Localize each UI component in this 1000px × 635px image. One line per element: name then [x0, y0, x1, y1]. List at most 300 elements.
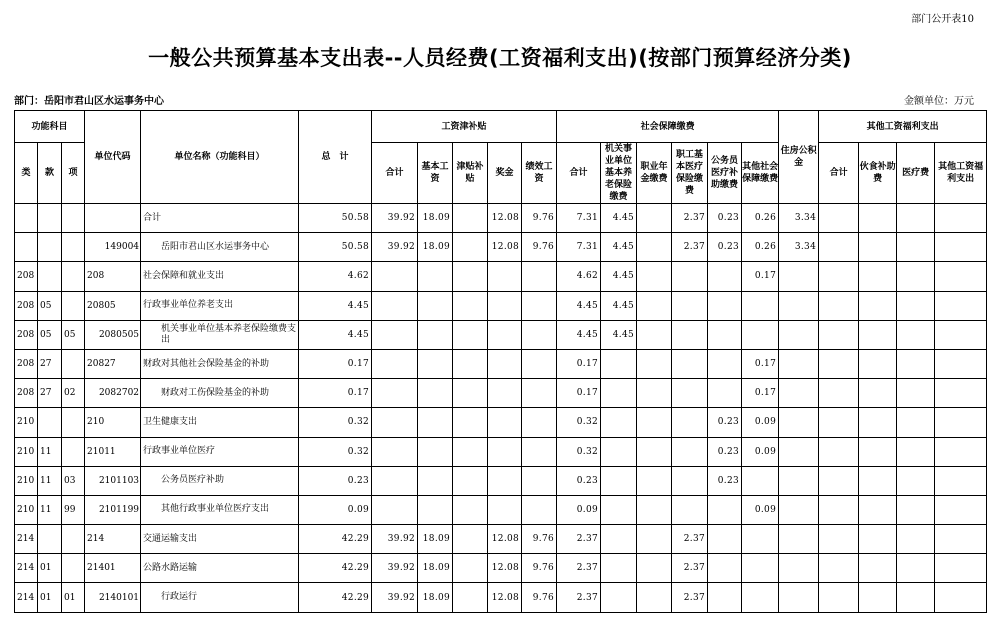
cell-kuan: 11	[38, 437, 62, 466]
cell-other-welfare	[935, 525, 987, 554]
cell-other-welfare	[935, 291, 987, 320]
cell-xiang	[62, 554, 85, 583]
table-row	[15, 349, 987, 378]
table-row	[15, 408, 987, 437]
form-number: 部门公开表10	[911, 14, 974, 25]
cell-total: 4.45	[299, 320, 372, 349]
cell-bonus	[488, 349, 522, 378]
cell-allowance	[453, 495, 488, 524]
header-occupational: 职业年金缴费	[637, 143, 672, 204]
cell-other-social	[742, 291, 779, 320]
cell-perf-wage	[522, 379, 557, 408]
cell-unit-code	[85, 204, 141, 233]
header-other-welfare: 其他工资福利支出	[935, 143, 987, 204]
cell-lei: 210	[15, 495, 38, 524]
cell-social-sum: 0.32	[557, 437, 601, 466]
cell-meal	[859, 408, 897, 437]
cell-housing: 3.34	[779, 204, 819, 233]
cell-other-welfare	[935, 495, 987, 524]
page-title: 一般公共预算基本支出表--人员经费(工资福利支出)(按部门预算经济分类)	[148, 46, 852, 70]
cell-medical: 2.37	[672, 583, 708, 612]
cell-pension	[601, 379, 637, 408]
cell-wage-sum	[372, 320, 418, 349]
cell-unit-code: 21401	[85, 554, 141, 583]
cell-unit-code: 2101199	[85, 495, 141, 524]
header-medical-fee: 医疗费	[897, 143, 935, 204]
cell-other-social: 0.26	[742, 204, 779, 233]
cell-occupational	[637, 408, 672, 437]
department-label: 部门：岳阳市君山区水运事务中心	[14, 96, 164, 107]
cell-unit-name: 其他行政事业单位医疗支出	[141, 495, 299, 524]
cell-medical-fee	[897, 204, 935, 233]
cell-other-social: 0.09	[742, 408, 779, 437]
cell-unit-code: 208	[85, 262, 141, 291]
cell-xiang: 02	[62, 379, 85, 408]
header-medical: 职工基本医疗保险缴费	[672, 143, 708, 204]
cell-kuan: 27	[38, 379, 62, 408]
header-allowance: 津贴补贴	[453, 143, 488, 204]
cell-kuan: 27	[38, 349, 62, 378]
cell-basic-wage	[418, 349, 453, 378]
table-row	[15, 379, 987, 408]
cell-occupational	[637, 233, 672, 262]
cell-bonus	[488, 379, 522, 408]
cell-xiang	[62, 233, 85, 262]
cell-xiang: 01	[62, 583, 85, 612]
cell-housing	[779, 320, 819, 349]
cell-meal	[859, 233, 897, 262]
cell-xiang	[62, 291, 85, 320]
cell-total: 42.29	[299, 583, 372, 612]
table-row	[15, 262, 987, 291]
cell-other-sum	[819, 495, 859, 524]
cell-unit-name: 财政对工伤保险基金的补助	[141, 379, 299, 408]
cell-lei: 208	[15, 262, 38, 291]
cell-pension: 4.45	[601, 320, 637, 349]
cell-other-sum	[819, 408, 859, 437]
cell-other-sum	[819, 525, 859, 554]
cell-bonus	[488, 291, 522, 320]
cell-other-welfare	[935, 262, 987, 291]
cell-unit-name: 公路水路运输	[141, 554, 299, 583]
cell-xiang	[62, 437, 85, 466]
unit-label: 金额单位：万元	[904, 96, 974, 107]
header-housing: 住房公积金	[779, 111, 819, 204]
cell-allowance	[453, 466, 488, 495]
cell-social-sum: 7.31	[557, 233, 601, 262]
cell-unit-name: 合计	[141, 204, 299, 233]
cell-housing: 3.34	[779, 233, 819, 262]
cell-social-sum: 0.32	[557, 408, 601, 437]
header-social-group: 社会保障缴费	[557, 111, 779, 143]
cell-social-sum: 4.62	[557, 262, 601, 291]
cell-housing	[779, 583, 819, 612]
cell-total: 0.09	[299, 495, 372, 524]
cell-other-welfare	[935, 437, 987, 466]
cell-unit-name: 行政事业单位养老支出	[141, 291, 299, 320]
cell-bonus	[488, 320, 522, 349]
cell-basic-wage	[418, 291, 453, 320]
cell-medical-fee	[897, 349, 935, 378]
cell-unit-name: 行政运行	[141, 583, 299, 612]
cell-unit-code: 149004	[85, 233, 141, 262]
cell-medical: 2.37	[672, 204, 708, 233]
cell-xiang: 99	[62, 495, 85, 524]
cell-basic-wage	[418, 320, 453, 349]
cell-meal	[859, 554, 897, 583]
cell-housing	[779, 495, 819, 524]
cell-meal	[859, 349, 897, 378]
cell-civil-medical	[708, 320, 742, 349]
cell-medical-fee	[897, 408, 935, 437]
cell-allowance	[453, 262, 488, 291]
cell-occupational	[637, 262, 672, 291]
cell-other-social: 0.17	[742, 349, 779, 378]
cell-bonus	[488, 466, 522, 495]
cell-civil-medical	[708, 379, 742, 408]
cell-wage-sum	[372, 408, 418, 437]
cell-total: 0.17	[299, 379, 372, 408]
cell-other-welfare	[935, 408, 987, 437]
cell-meal	[859, 437, 897, 466]
cell-xiang	[62, 408, 85, 437]
cell-kuan: 11	[38, 495, 62, 524]
table-row	[15, 495, 987, 524]
cell-civil-medical: 0.23	[708, 466, 742, 495]
cell-other-sum	[819, 379, 859, 408]
cell-bonus	[488, 495, 522, 524]
cell-wage-sum: 39.92	[372, 525, 418, 554]
cell-other-social	[742, 320, 779, 349]
cell-bonus	[488, 262, 522, 291]
cell-wage-sum	[372, 291, 418, 320]
cell-xiang	[62, 525, 85, 554]
cell-unit-name: 机关事业单位基本养老保险缴费支出	[141, 320, 299, 349]
cell-pension: 4.45	[601, 233, 637, 262]
cell-other-sum	[819, 583, 859, 612]
cell-kuan: 01	[38, 583, 62, 612]
cell-medical-fee	[897, 262, 935, 291]
table-row	[15, 583, 987, 612]
cell-perf-wage	[522, 437, 557, 466]
header-social-sum: 合计	[557, 143, 601, 204]
cell-perf-wage	[522, 262, 557, 291]
cell-unit-name: 卫生健康支出	[141, 408, 299, 437]
cell-lei: 208	[15, 320, 38, 349]
cell-civil-medical: 0.23	[708, 437, 742, 466]
cell-kuan	[38, 262, 62, 291]
cell-meal	[859, 262, 897, 291]
header-meal: 伙食补助费	[859, 143, 897, 204]
cell-kuan	[38, 525, 62, 554]
cell-total: 0.32	[299, 437, 372, 466]
cell-total: 42.29	[299, 554, 372, 583]
cell-unit-code: 21011	[85, 437, 141, 466]
cell-pension: 4.45	[601, 262, 637, 291]
cell-occupational	[637, 349, 672, 378]
cell-medical	[672, 437, 708, 466]
cell-xiang	[62, 349, 85, 378]
cell-allowance	[453, 320, 488, 349]
cell-medical	[672, 466, 708, 495]
cell-civil-medical: 0.23	[708, 233, 742, 262]
cell-pension	[601, 437, 637, 466]
cell-social-sum: 0.09	[557, 495, 601, 524]
cell-other-sum	[819, 233, 859, 262]
cell-perf-wage: 9.76	[522, 554, 557, 583]
cell-pension	[601, 466, 637, 495]
header-basic-wage: 基本工资	[418, 143, 453, 204]
cell-wage-sum: 39.92	[372, 554, 418, 583]
cell-bonus: 12.08	[488, 583, 522, 612]
header-wage-sum: 合计	[372, 143, 418, 204]
cell-kuan: 05	[38, 320, 62, 349]
cell-medical	[672, 349, 708, 378]
cell-unit-code: 20827	[85, 349, 141, 378]
cell-other-social	[742, 525, 779, 554]
cell-lei: 214	[15, 525, 38, 554]
cell-other-sum	[819, 262, 859, 291]
cell-allowance	[453, 583, 488, 612]
cell-basic-wage: 18.09	[418, 233, 453, 262]
cell-total: 0.17	[299, 349, 372, 378]
header-bonus: 奖金	[488, 143, 522, 204]
cell-housing	[779, 291, 819, 320]
cell-total: 0.32	[299, 408, 372, 437]
cell-civil-medical	[708, 349, 742, 378]
cell-unit-name: 行政事业单位医疗	[141, 437, 299, 466]
cell-perf-wage	[522, 291, 557, 320]
cell-lei: 210	[15, 408, 38, 437]
cell-meal	[859, 583, 897, 612]
cell-other-welfare	[935, 349, 987, 378]
cell-lei: 210	[15, 437, 38, 466]
header-pension: 机关事业单位基本养老保险缴费	[601, 143, 637, 204]
header-wage-group: 工资津补贴	[372, 111, 557, 143]
cell-wage-sum: 39.92	[372, 233, 418, 262]
cell-kuan: 05	[38, 291, 62, 320]
header-unit-name: 单位名称（功能科目）	[141, 111, 299, 204]
cell-bonus	[488, 437, 522, 466]
cell-wage-sum: 39.92	[372, 583, 418, 612]
cell-xiang: 05	[62, 320, 85, 349]
cell-kuan	[38, 408, 62, 437]
cell-perf-wage: 9.76	[522, 233, 557, 262]
cell-wage-sum	[372, 262, 418, 291]
cell-meal	[859, 525, 897, 554]
cell-other-sum	[819, 554, 859, 583]
cell-xiang	[62, 262, 85, 291]
cell-bonus: 12.08	[488, 204, 522, 233]
budget-table	[14, 110, 987, 613]
cell-occupational	[637, 291, 672, 320]
cell-unit-code: 20805	[85, 291, 141, 320]
cell-unit-code: 2082702	[85, 379, 141, 408]
cell-perf-wage	[522, 320, 557, 349]
cell-allowance	[453, 233, 488, 262]
cell-other-social: 0.09	[742, 495, 779, 524]
cell-occupational	[637, 525, 672, 554]
cell-basic-wage: 18.09	[418, 583, 453, 612]
cell-civil-medical	[708, 554, 742, 583]
cell-other-social: 0.26	[742, 233, 779, 262]
cell-medical-fee	[897, 554, 935, 583]
cell-social-sum: 0.17	[557, 349, 601, 378]
table-row	[15, 291, 987, 320]
header-xiang: 项	[62, 143, 85, 204]
cell-medical-fee	[897, 437, 935, 466]
cell-housing	[779, 525, 819, 554]
header-unit-code: 单位代码	[85, 111, 141, 204]
cell-meal	[859, 291, 897, 320]
cell-wage-sum	[372, 466, 418, 495]
cell-kuan	[38, 204, 62, 233]
cell-kuan: 11	[38, 466, 62, 495]
table-row	[15, 466, 987, 495]
cell-other-sum	[819, 291, 859, 320]
header-total: 总 计	[299, 111, 372, 204]
cell-lei: 208	[15, 379, 38, 408]
cell-medical	[672, 379, 708, 408]
cell-medical	[672, 320, 708, 349]
cell-other-sum	[819, 320, 859, 349]
cell-medical	[672, 291, 708, 320]
cell-meal	[859, 495, 897, 524]
cell-other-welfare	[935, 466, 987, 495]
cell-medical-fee	[897, 525, 935, 554]
table-row	[15, 204, 987, 233]
cell-occupational	[637, 320, 672, 349]
cell-lei	[15, 204, 38, 233]
cell-civil-medical	[708, 291, 742, 320]
header-other-social: 其他社会保障缴费	[742, 143, 779, 204]
cell-social-sum: 4.45	[557, 320, 601, 349]
cell-occupational	[637, 204, 672, 233]
cell-other-social	[742, 466, 779, 495]
cell-other-sum	[819, 204, 859, 233]
cell-occupational	[637, 466, 672, 495]
cell-housing	[779, 349, 819, 378]
cell-other-welfare	[935, 379, 987, 408]
cell-perf-wage: 9.76	[522, 204, 557, 233]
cell-civil-medical	[708, 525, 742, 554]
cell-allowance	[453, 379, 488, 408]
cell-basic-wage	[418, 379, 453, 408]
cell-occupational	[637, 583, 672, 612]
cell-other-welfare	[935, 554, 987, 583]
table-row	[15, 525, 987, 554]
cell-housing	[779, 466, 819, 495]
cell-perf-wage	[522, 495, 557, 524]
cell-meal	[859, 466, 897, 495]
cell-bonus: 12.08	[488, 554, 522, 583]
cell-other-social	[742, 583, 779, 612]
cell-perf-wage	[522, 408, 557, 437]
cell-total: 50.58	[299, 233, 372, 262]
cell-basic-wage: 18.09	[418, 554, 453, 583]
cell-occupational	[637, 437, 672, 466]
cell-wage-sum	[372, 495, 418, 524]
cell-housing	[779, 262, 819, 291]
header-func-subject: 功能科目	[15, 111, 85, 143]
cell-unit-name: 财政对其他社会保险基金的补助	[141, 349, 299, 378]
cell-housing	[779, 408, 819, 437]
table-row	[15, 437, 987, 466]
cell-other-social	[742, 554, 779, 583]
cell-other-social: 0.09	[742, 437, 779, 466]
cell-pension: 4.45	[601, 291, 637, 320]
cell-other-sum	[819, 437, 859, 466]
cell-medical-fee	[897, 291, 935, 320]
cell-other-social: 0.17	[742, 379, 779, 408]
cell-xiang	[62, 204, 85, 233]
cell-civil-medical	[708, 262, 742, 291]
cell-social-sum: 0.23	[557, 466, 601, 495]
cell-civil-medical	[708, 495, 742, 524]
header-civil-medical: 公务员医疗补助缴费	[708, 143, 742, 204]
cell-meal	[859, 204, 897, 233]
cell-pension	[601, 349, 637, 378]
cell-total: 50.58	[299, 204, 372, 233]
cell-social-sum: 2.37	[557, 583, 601, 612]
cell-medical-fee	[897, 233, 935, 262]
table-row	[15, 320, 987, 349]
cell-social-sum: 2.37	[557, 525, 601, 554]
cell-total: 42.29	[299, 525, 372, 554]
header-other-group: 其他工资福利支出	[819, 111, 987, 143]
cell-wage-sum	[372, 379, 418, 408]
cell-total: 4.45	[299, 291, 372, 320]
cell-wage-sum	[372, 437, 418, 466]
table-row	[15, 554, 987, 583]
cell-basic-wage	[418, 262, 453, 291]
cell-medical-fee	[897, 379, 935, 408]
cell-perf-wage	[522, 466, 557, 495]
cell-other-welfare	[935, 233, 987, 262]
cell-wage-sum: 39.92	[372, 204, 418, 233]
cell-medical	[672, 408, 708, 437]
cell-medical-fee	[897, 495, 935, 524]
cell-civil-medical: 0.23	[708, 408, 742, 437]
cell-other-welfare	[935, 320, 987, 349]
cell-xiang: 03	[62, 466, 85, 495]
cell-medical: 2.37	[672, 554, 708, 583]
cell-lei: 214	[15, 583, 38, 612]
cell-social-sum: 2.37	[557, 554, 601, 583]
cell-unit-code: 2080505	[85, 320, 141, 349]
cell-allowance	[453, 408, 488, 437]
cell-social-sum: 4.45	[557, 291, 601, 320]
cell-medical-fee	[897, 583, 935, 612]
cell-housing	[779, 437, 819, 466]
cell-total: 0.23	[299, 466, 372, 495]
cell-medical: 2.37	[672, 233, 708, 262]
cell-unit-code: 2140101	[85, 583, 141, 612]
cell-unit-code: 2101103	[85, 466, 141, 495]
cell-unit-code: 214	[85, 525, 141, 554]
cell-medical: 2.37	[672, 525, 708, 554]
cell-unit-code: 210	[85, 408, 141, 437]
cell-lei	[15, 233, 38, 262]
cell-bonus: 12.08	[488, 233, 522, 262]
cell-occupational	[637, 554, 672, 583]
cell-allowance	[453, 554, 488, 583]
header-perf-wage: 绩效工资	[522, 143, 557, 204]
cell-total: 4.62	[299, 262, 372, 291]
cell-basic-wage: 18.09	[418, 204, 453, 233]
cell-other-social: 0.17	[742, 262, 779, 291]
cell-lei: 208	[15, 349, 38, 378]
